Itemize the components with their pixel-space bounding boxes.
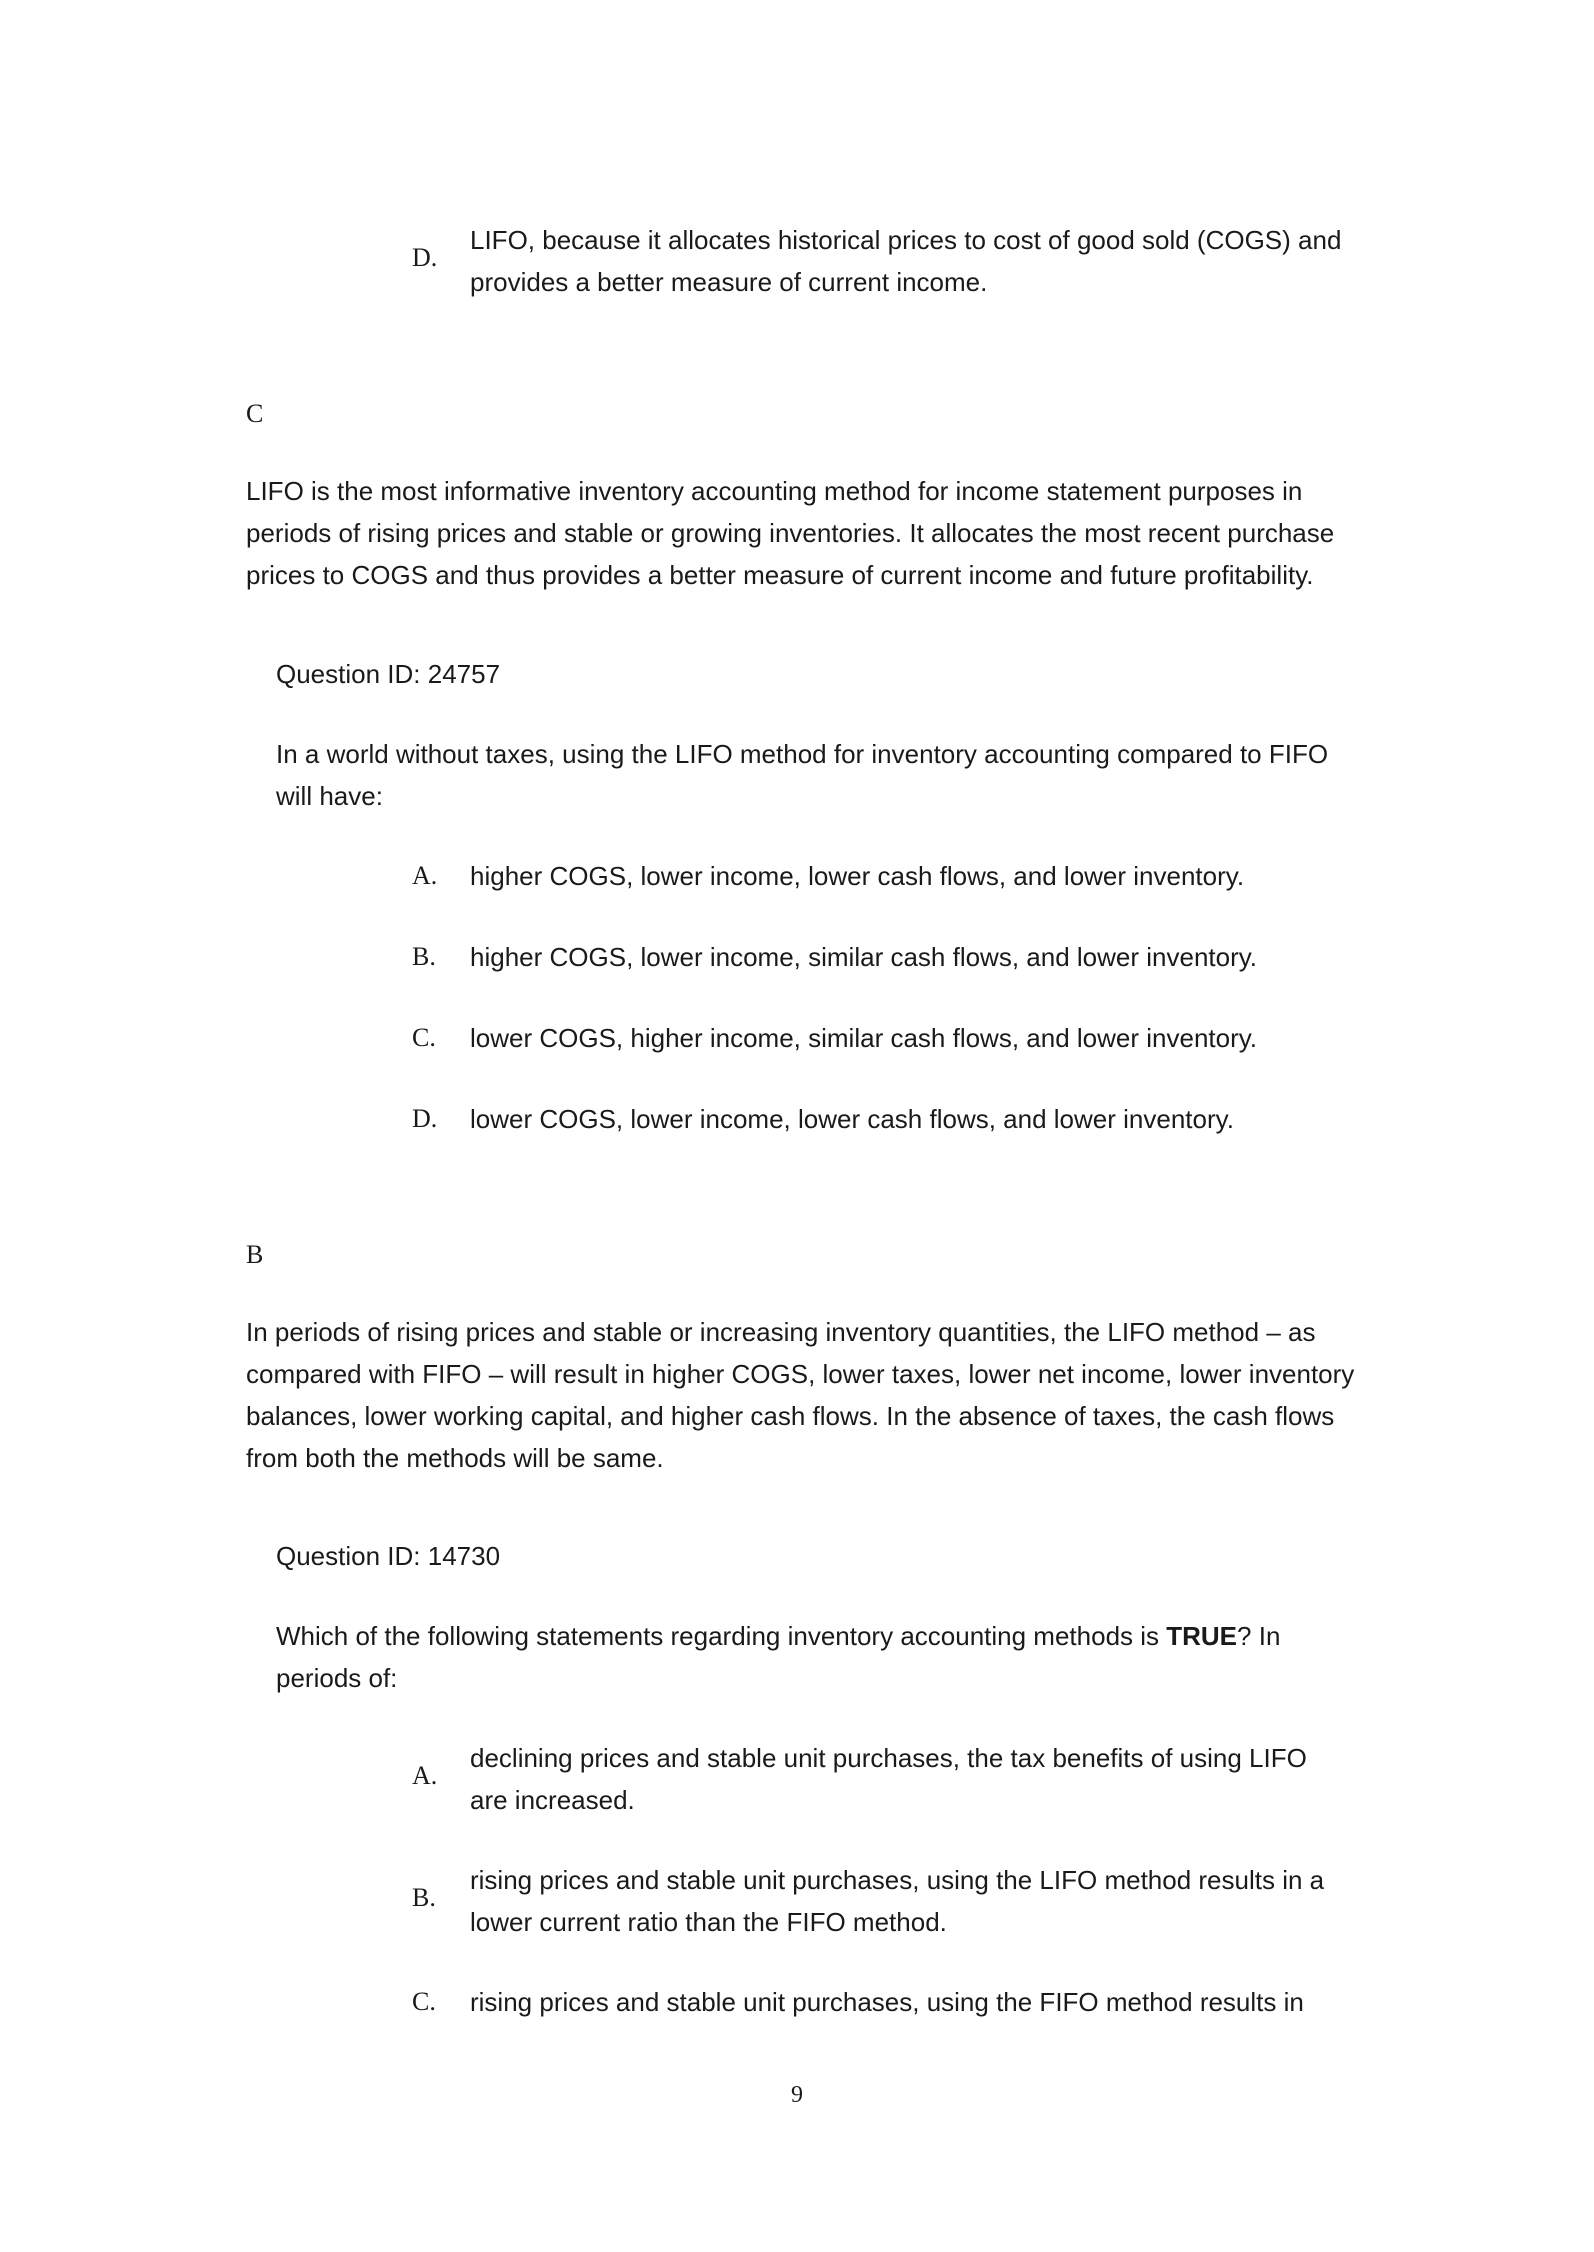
option-text: lower COGS, lower income, lower cash flows, and lower inventory.: [470, 1104, 1234, 1134]
option-text: higher COGS, lower income, lower cash flows, and lower inventory.: [470, 861, 1245, 891]
question-text-part: ? In periods of:: [276, 1621, 1281, 1693]
option-letter: D.: [412, 1104, 438, 1133]
option-text: higher COGS, lower income, similar cash flows, and lower inventory.: [470, 942, 1258, 972]
option-letter: C.: [412, 1023, 436, 1052]
question-id: Question ID: 14730: [276, 1541, 501, 1571]
question-text-part: Which of the following statements regarding inventory accounting methods is: [276, 1621, 1167, 1651]
option-letter: B.: [412, 942, 436, 971]
option-letter: B.: [412, 1883, 436, 1912]
option-text: rising prices and stable unit purchases, using the FIFO method results in: [470, 1987, 1304, 2017]
option-text: declining prices and stable unit purchases, the tax benefits of using LIFO are increased.: [470, 1743, 1307, 1815]
option-text: rising prices and stable unit purchases, using the LIFO method results in a lower current ratio than the FIFO method.: [470, 1865, 1325, 1937]
option-letter: A.: [412, 1761, 438, 1790]
question-id: Question ID: 24757: [276, 659, 501, 689]
option-letter: C.: [412, 1987, 436, 2016]
question-text: [276, 1615, 1366, 1699]
answer-explanation: LIFO is the most informative inventory accounting method for income statement purposes in periods of rising prices and stable or growing inventories. It allocates the most recent purchase prices to COGS and thus provides a better measure of current income and future profitability.: [246, 476, 1335, 590]
option-letter: A.: [412, 861, 438, 890]
question-text: In a world without taxes, using the LIFO method for inventory accounting compared to FIFO will have:: [276, 739, 1329, 811]
answer-explanation: In periods of rising prices and stable or increasing inventory quantities, the LIFO method – as compared with FIFO – will result in higher COGS, lower taxes, lower net income, lower inventory balances, lower working capital, and higher cash flows. In the absence of taxes, the cash flows from both the methods will be same.: [246, 1317, 1355, 1473]
question-text-emphasis: TRUE: [1166, 1621, 1238, 1651]
answer-letter: C: [246, 399, 264, 428]
option-text: LIFO, because it allocates historical prices to cost of good sold (COGS) and provides a better measure of current income.: [470, 225, 1342, 297]
page-number: 9: [791, 2082, 803, 2108]
answer-letter: B: [246, 1240, 264, 1269]
option-text: lower COGS, higher income, similar cash flows, and lower inventory.: [470, 1023, 1258, 1053]
option-letter: D.: [412, 243, 438, 272]
